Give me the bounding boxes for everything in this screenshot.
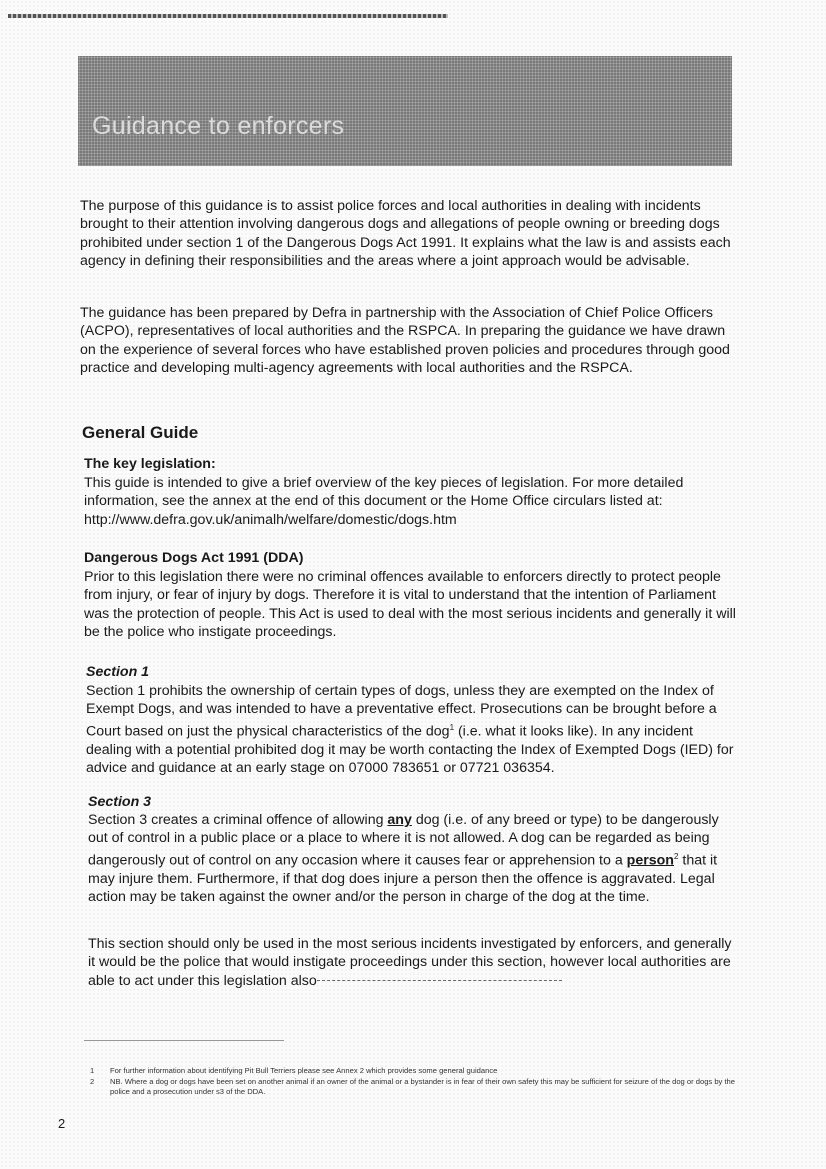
page-title: Guidance to enforcers [92, 112, 345, 140]
section-1-heading: Section 1 [86, 664, 150, 680]
section-3-text-b: dog (i.e. of any breed or type) to be dangerously out of control in a public place or a place to where it is not allowed. A dog can be regarded as being dangerously out of control on any occasion where it causes fear or apprehension to a [88, 812, 719, 869]
section-1-text-a: Section 1 prohibits the ownership of certain types of dogs, unless they are exempted on the Index of Exempt Dogs, and was intended to have a preventative effect. Prosecutions can be brought before a Court based on just the physical characteristics of the dog [86, 683, 717, 740]
dashed-rule [317, 980, 562, 981]
footnote-2-number: 2 [90, 1076, 95, 1086]
footnote-separator [84, 1040, 284, 1041]
general-guide-heading: General Guide [82, 423, 199, 442]
intro-paragraph-2: The guidance has been prepared by Defra in partnership with the Association of Chief Police Officers (ACPO), representatives of local authorities and the RSPCA. In preparing the guidance we have drawn on the experience of several forces who have established proven policies and procedures through good practice and developing multi-agency agreements with local authorities and the RSPCA. [80, 305, 730, 376]
intro-paragraph-1: The purpose of this guidance is to assist police forces and local authorities in dealing with incidents brought to their attention involving dangerous dogs and allegations of people owning or breeding dogs prohibited under section 1 of the Dangerous Dogs Act 1991. It explains what the law is and assists each agency in defining their responsibilities and the areas where a joint approach would be advisable. [80, 198, 731, 269]
footnote-1-text: For further information about identifying Pit Bull Terriers please see Annex 2 which provides some general guidance [110, 1066, 498, 1075]
footnote-ref-2: 2 [673, 851, 679, 861]
footnote-2 [90, 1077, 750, 1098]
key-legislation-text: This guide is intended to give a brief overview of the key pieces of legislation. For more detailed information, see the annex at the end of this document or the Home Office circulars listed at: http://www.defra.gov.uk/animalh/welfare/domestic/dogs.htm [84, 475, 684, 528]
scan-artifact-rule [8, 14, 448, 18]
dda-heading: Dangerous Dogs Act 1991 (DDA) [84, 550, 304, 566]
section-1-text-b: (i.e. what it looks like). In any incident dealing with a potential prohibited dog it may be worth contacting the Index of Exempted Dogs (IED) for advice and guidance at an early stage on 07000 783651 or 07721 036354. [86, 723, 734, 776]
footnote-ref-1: 1 [449, 722, 455, 732]
emphasis-person: person [626, 852, 674, 869]
footnote-1 [90, 1066, 750, 1077]
key-legislation-heading: The key legislation: [84, 456, 216, 472]
title-banner [78, 56, 732, 166]
section-3-text-c: that it may injure them. Furthermore, if that dog does injure a person then the offence is aggravated. Legal action may be taken against the owner and/or the person in charge of the dog at the time. [88, 852, 718, 905]
dda-text: Prior to this legislation there were no criminal offences available to enforcers directly to protect people from injury, or fear of injury by dogs. Therefore it is vital to understand that the intention of Parliament was the protection of people. This Act is used to deal with the most serious incidents and generally it will be the police who instigate proceedings. [84, 569, 736, 640]
footnotes [90, 1066, 750, 1098]
section-3-text [88, 811, 740, 906]
section-3-text-a: Section 3 creates a criminal offence of allowing [88, 812, 388, 828]
section-3-paragraph-2-text: This section should only be used in the most serious incidents investigated by enforcers, and generally it would be the police that would instigate proceedings under this section, however local authorities are able to act under this legislation also [88, 936, 732, 989]
page-number: 2 [58, 1116, 66, 1131]
section-1-text [86, 682, 740, 777]
section-3-paragraph-2 [88, 935, 740, 990]
section-3-heading: Section 3 [88, 794, 152, 810]
footnote-1-number: 1 [90, 1066, 95, 1075]
emphasis-any: any [387, 812, 412, 828]
footnote-2-text: NB. Where a dog or dogs have been set on another animal if an owner of the animal or a bystander is in fear of their own safety this may be sufficient for seizure of the dog or dogs by the police and a prosecution under s3 of the DDA. [110, 1076, 736, 1096]
